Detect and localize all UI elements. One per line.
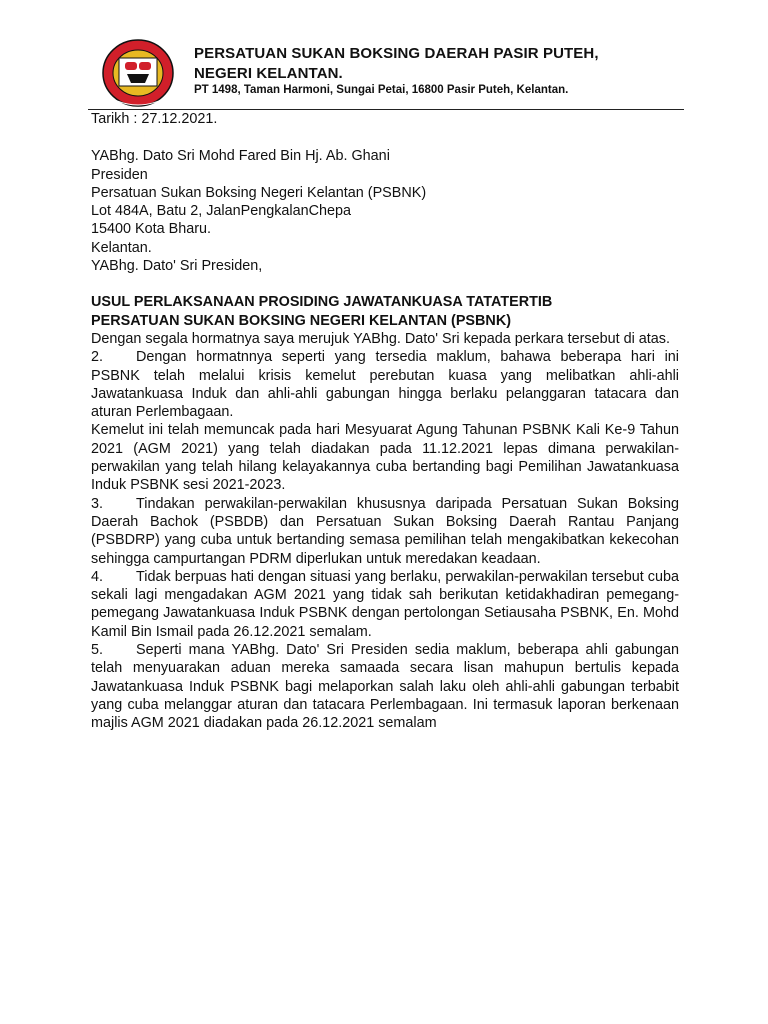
letter-body [91, 110, 679, 733]
paragraph-number: 5. [91, 642, 104, 659]
recipient-line: YABhg. Dato Sri Mohd Fared Bin Hj. Ab. Ghani [91, 148, 390, 165]
recipient-line: Lot 484A, Batu 2, JalanPengkalanChepa [91, 203, 352, 220]
paragraph-4 [91, 568, 679, 641]
organization-address: PT 1498, Taman Harmoni, Sungai Petai, 16800 Pasir Puteh, Kelantan. [194, 84, 569, 96]
organization-name [194, 44, 599, 84]
recipient-line: Persatuan Sukan Boksing Negeri Kelantan (PSBNK) [91, 184, 427, 201]
association-logo [101, 38, 175, 108]
intro-paragraph: Dengan segala hormatnya saya merujuk YABhg. Dato' Sri kepada perkara tersebut di atas. [91, 330, 670, 347]
paragraph-number: 4. [91, 568, 104, 585]
paragraph-text: Seperti mana YABhg. Dato' Sri Presiden sedia maklum, beberapa ahli gabungan telah menyuarakan aduan mereka samaada secara lisan mahupun bertulis kepada Jawatankuasa Induk PSBNK bagi melaporkan salah laku oleh ahli-ahli gabungan terbabit yang cuba melanggar aturan dan tatacara Perlembagaan. Ini termasuk laporan berkenaan majlis AGM 2021 diadakan pada 26.12.2021 semalam [91, 642, 679, 732]
paragraph-5 [91, 641, 679, 732]
paragraph-2-continuation: Kemelut ini telah memuncak pada hari Mesyuarat Agung Tahunan PSBNK Kali Ke-9 Tahun 2021 (AGM 2021) yang telah diadakan pada 11.12.2021 lepas dimana perwakilan-perwakilan yang telah hilang kelayakannya cuba bertanding bagi Pemilihan Jawatankuasa Induk PSBNK sesi 2021-2023. [91, 422, 679, 494]
subject-line: PERSATUAN SUKAN BOKSING NEGERI KELANTAN (PSBNK) [91, 312, 512, 329]
recipient-line: Presiden [91, 166, 148, 183]
paragraph-number: 2. [91, 349, 104, 366]
letter-date: Tarikh : 27.12.2021. [91, 111, 218, 127]
letterhead [0, 0, 768, 112]
subject-heading [91, 293, 679, 330]
subject-line: USUL PERLAKSANAAN PROSIDING JAWATANKUASA TATATERTIB [91, 294, 553, 311]
recipient-line: 15400 Kota Bharu. [91, 221, 212, 238]
recipient-address [91, 147, 679, 257]
paragraph-text: Dengan hormatnnya seperti yang tersedia maklum, bahawa beberapa hari ini PSBNK telah melalui krisis kemelut perebutan kuasa yang melibatkan ahli-ahli Jawatankuasa Induk dan ahli-ahli gabungan hingga berlaku pelanggaran tatacara dan aturan Perlembagaan. [91, 349, 679, 421]
recipient-line: Kelantan. [91, 239, 152, 256]
paragraph-2 [91, 348, 679, 421]
paragraph-text: Tindakan perwakilan-perwakilan khususnya daripada Persatuan Sukan Boksing Daerah Bachok (PSBDB) dan Persatuan Sukan Boksing Daerah Rantau Panjang (PSBDRP) yang cuba untuk bertanding semasa pemilihan telah mengakibatkan kekecohan sehingga campurtangan PDRM diperlukan untuk meredakan keadaan. [91, 495, 679, 567]
organization-name-line1: PERSATUAN SUKAN BOKSING DAERAH PASIR PUTEH, [194, 45, 599, 62]
salutation: YABhg. Dato' Sri Presiden, [91, 258, 263, 275]
paragraph-number: 3. [91, 495, 104, 512]
paragraph-text: Tidak berpuas hati dengan situasi yang berlaku, perwakilan-perwakilan tersebut cuba sekali lagi mengadakan AGM 2021 yang tidak sah berikutan ketidakhadiran pemegang-pemegang Jawatankuasa Induk PSBNK dengan pertolongan Setiausaha PSBNK, En. Mohd Kamil Bin Ismail pada 26.12.2021 semalam. [91, 568, 679, 640]
paragraph-3 [91, 495, 679, 568]
organization-name-line2: NEGERI KELANTAN. [194, 65, 343, 82]
